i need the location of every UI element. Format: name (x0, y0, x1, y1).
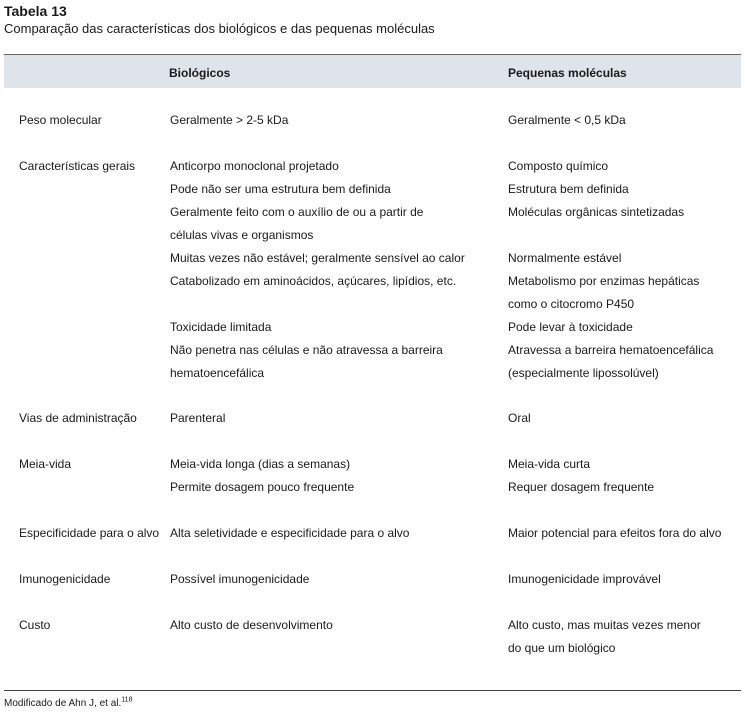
row-label: Características gerais (19, 159, 136, 173)
biologics-cell-line: Anticorpo monoclonal projetado (170, 159, 339, 173)
header-small-molecules: Pequenas moléculas (508, 66, 627, 80)
header-biologics: Biológicos (169, 66, 231, 80)
small-molecules-cell-line: Geralmente < 0,5 kDa (508, 113, 626, 127)
footnote-reference: 118 (121, 696, 133, 704)
row-label: Vias de administração (19, 411, 137, 425)
biologics-cell-line: Permite dosagem pouco frequente (170, 480, 355, 494)
row-label: Especificidade para o alvo (19, 526, 160, 540)
small-molecules-cell-line: Normalmente estável (508, 251, 622, 265)
biologics-cell-line: Geralmente > 2-5 kDa (170, 113, 289, 127)
small-molecules-cell-line: Requer dosagem frequente (508, 480, 655, 494)
biologics-cell-line: Parenteral (170, 411, 226, 425)
biologics-cell-line: Pode não ser uma estrutura bem definida (170, 182, 391, 196)
small-molecules-cell-line: Moléculas orgânicas sintetizadas (508, 205, 685, 219)
table-subtitle: Comparação das características dos biológicos e das pequenas moléculas (4, 21, 435, 36)
small-molecules-cell-line: Pode levar à toxicidade (508, 320, 633, 334)
small-molecules-cell-line: Composto químico (508, 159, 609, 173)
biologics-cell-line: Alta seletividade e especificidade para o alvo (170, 526, 410, 540)
biologics-cell-line: Possível imunogenicidade (170, 572, 310, 586)
table-header (4, 55, 741, 88)
biologics-cell-line: Muitas vezes não estável; geralmente sensível ao calor (170, 251, 465, 265)
table-title: Tabela 13 (4, 3, 67, 19)
small-molecules-cell-line: Atravessa a barreira hematoencefálica (508, 343, 714, 357)
biologics-cell-line: hematoencefálica (170, 366, 265, 380)
biologics-cell-line: células vivas e organismos (170, 228, 314, 242)
footnote (4, 698, 132, 709)
small-molecules-cell-line: (especialmente lipossolúvel) (508, 366, 659, 380)
bottom-rule (4, 690, 741, 691)
biologics-cell-line: Geralmente feito com o auxílio de ou a partir de (170, 205, 424, 219)
small-molecules-cell-line: Oral (508, 411, 531, 425)
small-molecules-cell-line: Alto custo, mas muitas vezes menor (508, 618, 701, 632)
small-molecules-cell-line: Meia-vida curta (508, 457, 591, 471)
biologics-cell-line: Alto custo de desenvolvimento (170, 618, 333, 632)
row-label: Custo (19, 618, 51, 632)
small-molecules-cell-line: Imunogenicidade improvável (508, 572, 661, 586)
row-label: Meia-vida (19, 457, 72, 471)
small-molecules-cell-line: como o citocromo P450 (508, 297, 635, 311)
small-molecules-cell-line: do que um biológico (508, 641, 616, 655)
row-label: Peso molecular (19, 113, 102, 127)
footnote-text: Modificado de Ahn J, et al. (4, 698, 122, 709)
small-molecules-cell-line: Maior potencial para efeitos fora do alvo (508, 526, 722, 540)
row-label: Imunogenicidade (19, 572, 111, 586)
biologics-cell-line: Meia-vida longa (dias a semanas) (170, 457, 351, 471)
small-molecules-cell-line: Metabolismo por enzimas hepáticas (508, 274, 700, 288)
biologics-cell-line: Catabolizado em aminoácidos, açúcares, lipídios, etc. (170, 274, 457, 288)
biologics-cell-line: Toxicidade limitada (170, 320, 272, 334)
small-molecules-cell-line: Estrutura bem definida (508, 182, 629, 196)
biologics-cell-line: Não penetra nas células e não atravessa a barreira (170, 343, 443, 357)
